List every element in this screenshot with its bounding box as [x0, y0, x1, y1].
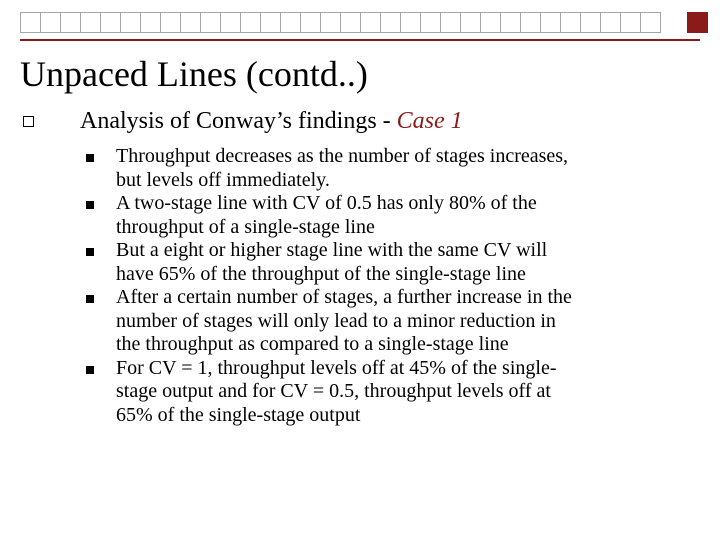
deco-square-icon: [140, 12, 161, 33]
deco-square-icon: [600, 12, 621, 33]
deco-square-icon: [260, 12, 281, 33]
bullet-text: A two-stage line with CV of 0.5 has only 80% of the throughput of a single-stage line: [116, 192, 537, 238]
slide-title: Unpaced Lines (contd..): [20, 54, 368, 94]
deco-square-icon: [320, 12, 341, 33]
heading-text: Analysis of Conway’s findings -: [80, 108, 397, 134]
deco-square-icon: [340, 12, 361, 33]
deco-square-icon: [160, 12, 181, 33]
main-bullet-text: [80, 106, 463, 136]
deco-square-icon: [60, 12, 81, 33]
filled-square-icon: [86, 154, 94, 162]
bullet-text: Throughput decreases as the number of stages increases, but levels off immediately.: [116, 145, 569, 191]
sub-bullet-list: [0, 145, 720, 427]
deco-square-icon: [480, 12, 501, 33]
list-item: [0, 145, 720, 192]
decorative-square-strip: [20, 12, 661, 33]
deco-square-icon: [360, 12, 381, 33]
deco-square-icon: [100, 12, 121, 33]
deco-square-icon: [620, 12, 641, 33]
list-item: [0, 286, 720, 357]
deco-square-icon: [440, 12, 461, 33]
deco-square-icon: [180, 12, 201, 33]
case-label: Case 1: [396, 108, 463, 134]
deco-square-icon: [280, 12, 301, 33]
bullet-text: But a eight or higher stage line with the same CV will have 65% of the throughput of the single-stage line: [116, 239, 548, 285]
filled-square-icon: [86, 248, 94, 256]
deco-square-icon: [80, 12, 101, 33]
deco-square-icon: [20, 12, 41, 33]
deco-square-icon: [540, 12, 561, 33]
filled-square-icon: [86, 201, 94, 209]
hollow-square-icon: [23, 116, 34, 127]
deco-square-icon: [120, 12, 141, 33]
filled-square-icon: [86, 366, 94, 374]
deco-square-icon: [400, 12, 421, 33]
title-divider: [20, 39, 700, 41]
list-item: [0, 192, 720, 239]
deco-square-icon: [580, 12, 601, 33]
deco-square-icon: [240, 12, 261, 33]
bullet-text: For CV = 1, throughput levels off at 45% of the single- stage output and for CV = 0.5, throughput levels off at 65% of the single-stage output: [116, 356, 557, 426]
deco-square-icon: [640, 12, 661, 33]
list-item: [0, 239, 720, 286]
bullet-text: After a certain number of stages, a further increase in the number of stages will only lead to a minor reduction in the throughput as compared to a single-stage line: [116, 286, 572, 355]
deco-square-icon: [300, 12, 321, 33]
deco-square-icon: [200, 12, 221, 33]
deco-square-icon: [220, 12, 241, 33]
deco-square-icon: [380, 12, 401, 33]
deco-square-icon: [520, 12, 541, 33]
deco-square-icon: [460, 12, 481, 33]
filled-square-icon: [86, 295, 94, 303]
deco-square-icon: [420, 12, 441, 33]
deco-square-icon: [500, 12, 521, 33]
deco-square-icon: [40, 12, 61, 33]
red-square-icon: [687, 12, 708, 33]
list-item: [0, 357, 720, 428]
deco-square-icon: [560, 12, 581, 33]
